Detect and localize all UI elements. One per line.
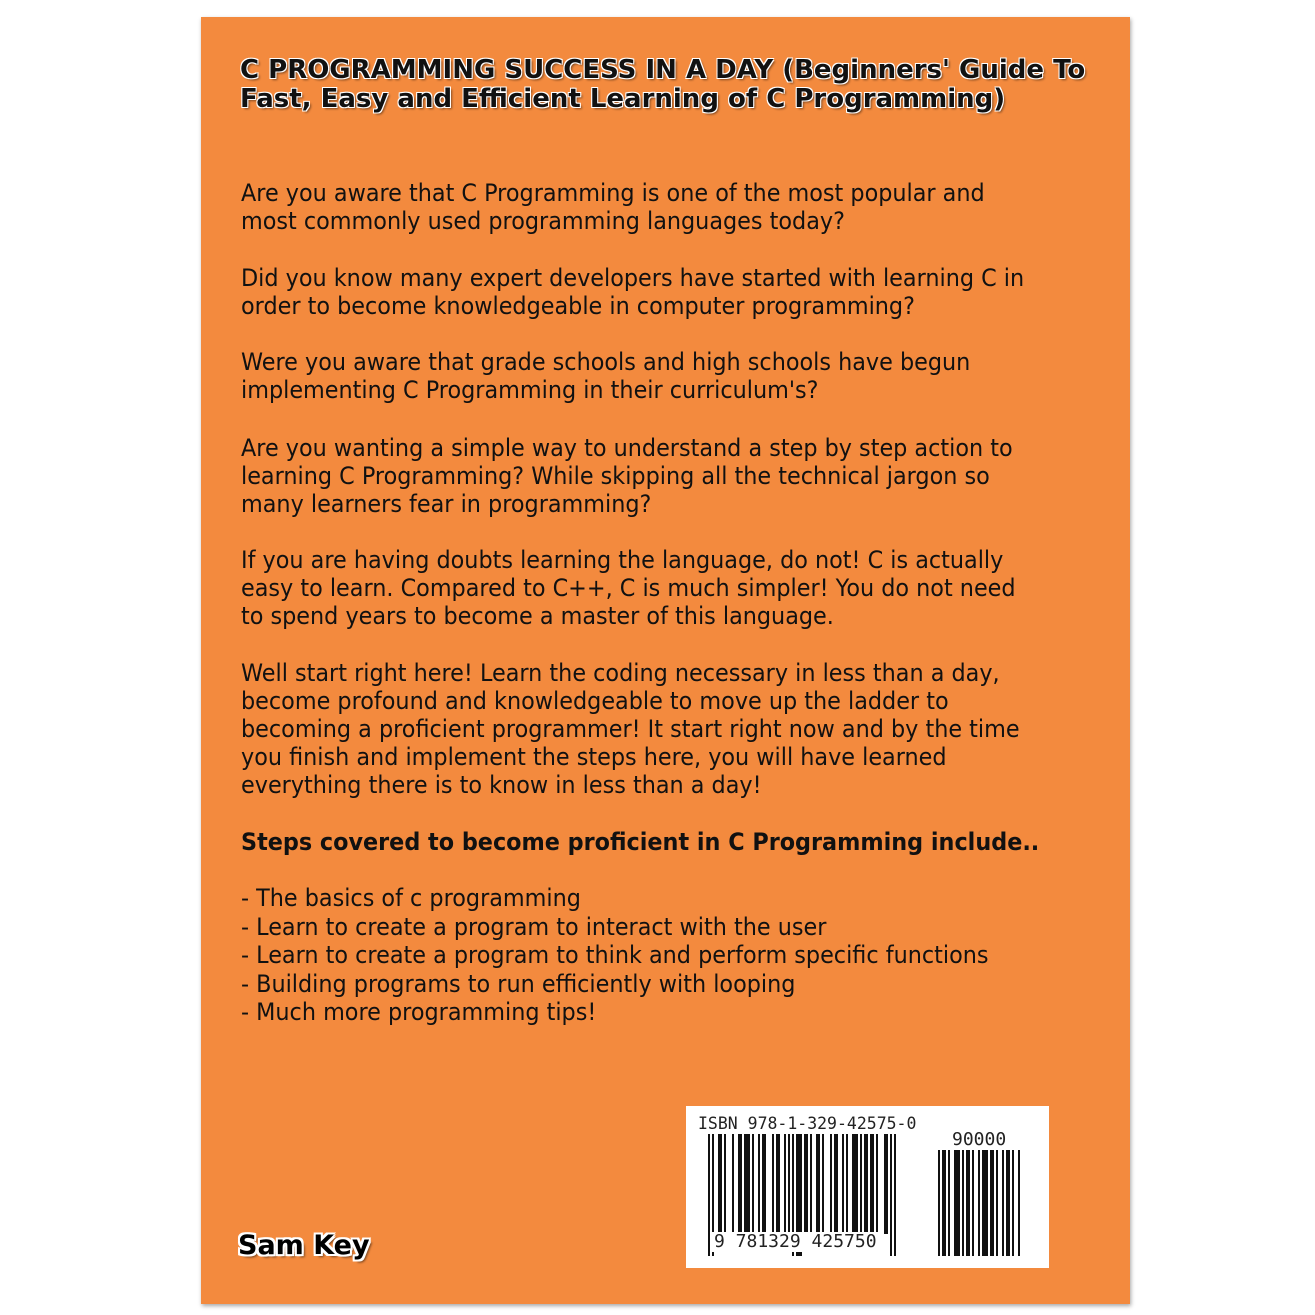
ean-digits: 9 781329 425750 xyxy=(714,1231,877,1252)
price-code: 90000 xyxy=(952,1129,1007,1150)
isbn-number: ISBN 978-1-329-42575-0 xyxy=(698,1114,917,1134)
isbn-barcode-block xyxy=(686,1106,1049,1268)
steps-list xyxy=(241,884,1041,1027)
steps-list-item: - Building programs to run efficiently with looping xyxy=(241,969,796,998)
steps-list-item: - Learn to create a program to interact with the user xyxy=(241,912,827,941)
book-title: C PROGRAMMING SUCCESS IN A DAY (Beginners' Guide To Fast, Easy and Efficient Learning of C Programming) xyxy=(240,55,1086,114)
paragraph-5: If you are having doubts learning the language, do not! C is actually easy to learn. Compared to C++, C is much simpler! You do not need to spend years to become a master of this language. xyxy=(241,546,1016,630)
paragraph-3: Were you aware that grade schools and high schools have begun implementing C Programming in their curriculum's? xyxy=(241,348,971,404)
paragraph-4: Are you wanting a simple way to understand a step by step action to learning C Programming? While skipping all the technical jargon so many learners fear in programming? xyxy=(241,434,1013,518)
steps-list-item: - Learn to create a program to think and perform specific functions xyxy=(241,941,989,969)
paragraph-2: Did you know many expert developers have started with learning C in order to become knowledgeable in computer programming? xyxy=(241,264,1025,320)
steps-list-item: - The basics of c programming xyxy=(241,884,581,912)
author-name: Sam Key xyxy=(238,1230,370,1261)
steps-list-item: - Much more programming tips! xyxy=(241,998,597,1026)
addon-barcode xyxy=(938,1150,1038,1256)
paragraph-1: Are you aware that C Programming is one of the most popular and most commonly used programming languages today? xyxy=(241,179,985,235)
paragraph-6: Well start right here! Learn the coding necessary in less than a day, become profound and knowledgeable to move up the ladder to becoming a proficient programmer! It start right now and by the time you finish and implement the steps here, you will have learned everything there is to know in less than a day! xyxy=(241,659,1020,799)
steps-heading: Steps covered to become proficient in C Programming include.. xyxy=(241,828,1040,856)
